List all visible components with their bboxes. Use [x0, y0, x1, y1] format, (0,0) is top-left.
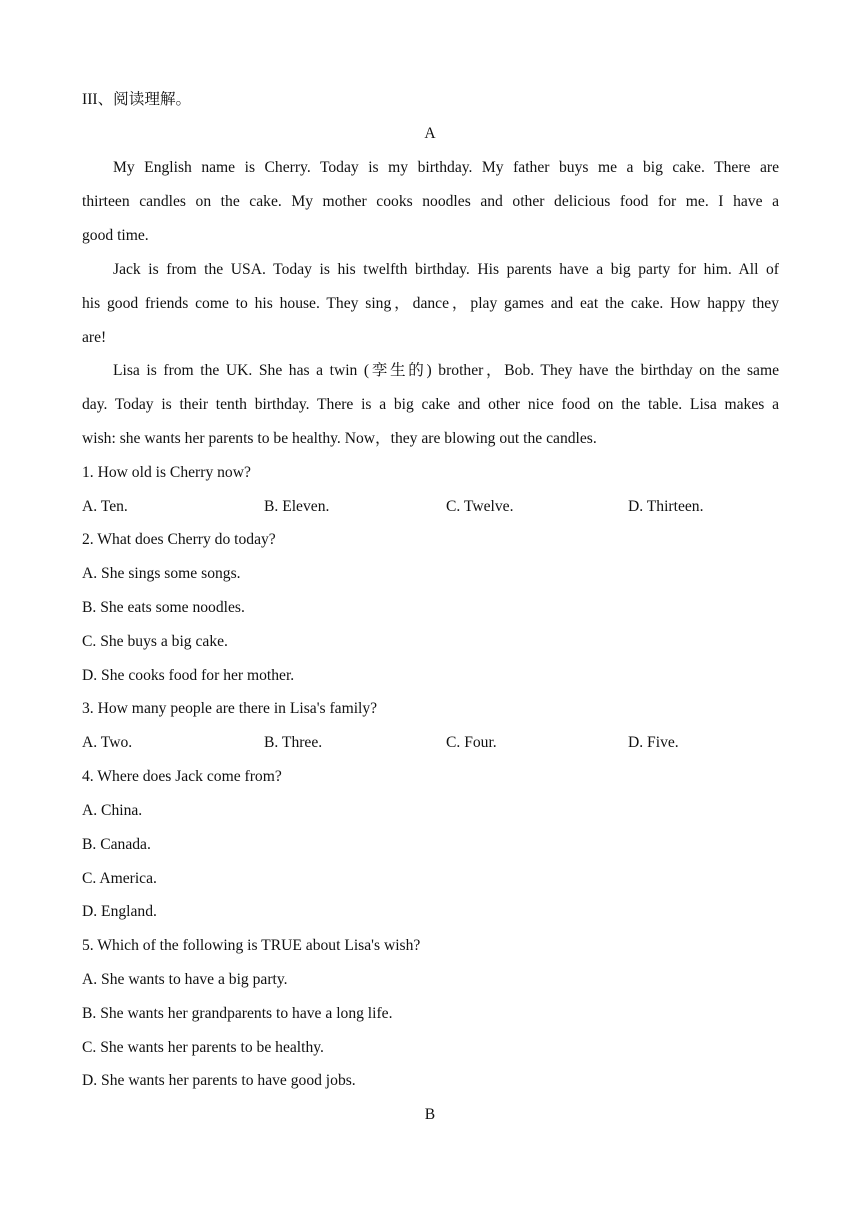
question-2-option-b: B. She eats some noodles.	[82, 599, 245, 616]
passage-a-line-2: thirteen candles on the cake. My mother cooks noodles and other delicious food for me. I have a	[82, 193, 779, 210]
question-2-option-d: D. She cooks food for her mother.	[82, 667, 295, 684]
question-4-stem: 4. Where does Jack come from?	[82, 768, 282, 785]
question-4-option-b: B. Canada.	[82, 836, 151, 853]
question-4-option-c: C. America.	[82, 870, 157, 887]
question-3-options	[0, 733, 860, 753]
question-4-option-a: A. China.	[82, 802, 143, 819]
passage-a-line-6: are!	[82, 329, 107, 346]
passage-a-line-5: his good friends come to his house. They sing，dance，play games and eat the cake. How happy they	[82, 295, 779, 312]
passage-b-label: B	[424, 1106, 436, 1123]
question-3-option-a: A. Two.	[82, 734, 133, 751]
passage-a-line-4: Jack is from the USA. Today is his twelfth birthday. His parents have a big party for him. All of	[113, 261, 779, 278]
section-heading: III、阅读理解。	[82, 91, 192, 108]
passage-a-line-1: My English name is Cherry. Today is my birthday. My father buys me a big cake. There are	[113, 159, 779, 176]
question-1-option-c: C. Twelve.	[446, 498, 514, 515]
question-3-stem: 3. How many people are there in Lisa's family?	[82, 700, 378, 717]
question-5-stem: 5. Which of the following is TRUE about Lisa's wish?	[82, 937, 421, 954]
question-2-stem: 2. What does Cherry do today?	[82, 531, 276, 548]
passage-a-line-9: wish: she wants her parents to be healthy. Now，they are blowing out the candles.	[82, 430, 597, 447]
question-3-option-c: C. Four.	[446, 734, 497, 751]
question-5-option-a: A. She wants to have a big party.	[82, 971, 288, 988]
question-1-stem: 1. How old is Cherry now?	[82, 464, 251, 481]
passage-a-label: A	[424, 125, 436, 142]
question-1-option-d: D. Thirteen.	[628, 498, 704, 515]
question-5-option-b: B. She wants her grandparents to have a long life.	[82, 1005, 393, 1022]
passage-a-line-3: good time.	[82, 227, 149, 244]
passage-a-line-8: day. Today is their tenth birthday. There is a big cake and other nice food on the table. Lisa makes a	[82, 396, 779, 413]
question-2-option-a: A. She sings some songs.	[82, 565, 241, 582]
question-3-option-b: B. Three.	[264, 734, 323, 751]
question-1-option-b: B. Eleven.	[264, 498, 330, 515]
question-3-option-d: D. Five.	[628, 734, 679, 751]
question-4-option-d: D. England.	[82, 903, 157, 920]
question-5-option-c: C. She wants her parents to be healthy.	[82, 1039, 324, 1056]
passage-a-line-7: Lisa is from the UK. She has a twin (孪生的) brother，Bob. They have the birthday on the same	[113, 362, 779, 379]
question-1-options	[0, 497, 860, 517]
question-5-option-d: D. She wants her parents to have good jobs.	[82, 1072, 356, 1089]
question-2-option-c: C. She buys a big cake.	[82, 633, 228, 650]
question-1-option-a: A. Ten.	[82, 498, 128, 515]
